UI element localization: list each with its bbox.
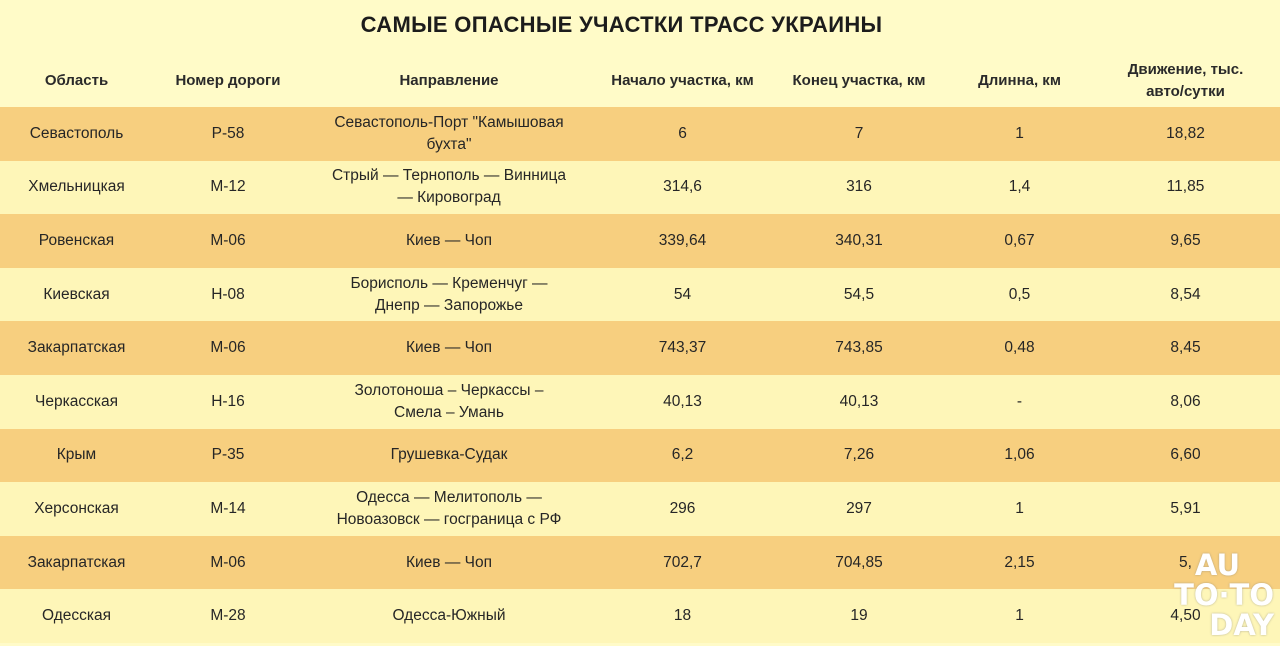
cell-length: 2,15: [1004, 553, 1035, 571]
cell-start: 40,13: [663, 392, 702, 410]
cell-length: 0,48: [1004, 339, 1035, 357]
cell-start: 702,7: [663, 553, 702, 571]
direction-line1: Золотоноша – Черкассы –: [354, 381, 544, 399]
cell-start: 18: [673, 607, 692, 625]
cell-road: М-06: [210, 231, 246, 249]
cell-traffic: 8,06: [1170, 392, 1201, 410]
direction-line1: Грушевка-Судак: [390, 446, 508, 464]
cell-road: Н-16: [211, 392, 245, 410]
cell-traffic: 9,65: [1170, 231, 1201, 249]
header-traffic-line2: авто/сутки: [1146, 82, 1225, 100]
cell-direction: [303, 161, 595, 215]
autoday-logo: [1164, 550, 1274, 642]
table-row: [0, 107, 1280, 161]
cell-road: М-06: [210, 339, 246, 357]
direction-line2: бухта": [426, 135, 472, 153]
cell-end: 19: [850, 607, 868, 625]
cell-region: Херсонская: [34, 499, 119, 517]
cell-region: Черкасская: [35, 392, 118, 410]
header-direction: Направление: [399, 71, 499, 89]
cell-start: 6,2: [671, 446, 694, 464]
cell-end: 7: [854, 124, 864, 142]
cell-road: Р-58: [211, 124, 245, 142]
header-road: Номер дороги: [175, 71, 281, 89]
cell-region: Хмельницкая: [28, 178, 125, 196]
cell-region: Крым: [56, 446, 97, 464]
cell-traffic: 8,45: [1170, 339, 1201, 357]
cell-traffic: 18,82: [1166, 124, 1205, 142]
logo-line3: DAY: [1209, 608, 1274, 642]
cell-end: 704,85: [835, 553, 883, 571]
header-start: Начало участка, км: [611, 71, 754, 89]
direction-line1: Стрый — Тернополь — Винница: [331, 167, 567, 185]
cell-length: 1: [1015, 124, 1024, 142]
cell-direction: [303, 589, 595, 643]
cell-direction: [303, 321, 595, 375]
cell-traffic: 8,54: [1170, 285, 1201, 303]
cell-direction: [303, 536, 595, 590]
cell-direction: [303, 375, 595, 429]
cell-length: 1: [1015, 607, 1024, 625]
table-row: [0, 268, 1280, 322]
table-row: [0, 482, 1280, 536]
table-row: [0, 375, 1280, 429]
cell-start: 339,64: [658, 231, 707, 249]
cell-end: 316: [846, 178, 872, 196]
cell-end: 297: [846, 499, 872, 517]
roads-table: [0, 54, 1280, 643]
cell-road: Р-35: [211, 446, 245, 464]
cell-road: М-06: [210, 553, 246, 571]
cell-end: 340,31: [835, 231, 883, 249]
cell-length: 0,67: [1004, 231, 1035, 249]
cell-length: 1,4: [1008, 178, 1031, 196]
direction-line1: Киев — Чоп: [406, 553, 492, 571]
header-end: Конец участка, км: [792, 71, 926, 89]
direction-line2: Смела – Умань: [394, 403, 504, 421]
cell-direction: [303, 482, 595, 536]
cell-length: 0,5: [1008, 285, 1031, 303]
cell-region: Закарпатская: [27, 339, 126, 357]
cell-traffic: 11,85: [1166, 178, 1205, 196]
cell-start: 743,37: [658, 339, 707, 357]
cell-region: Закарпатская: [27, 553, 126, 571]
table-row: [0, 214, 1280, 268]
header-length: Длинна, км: [978, 71, 1061, 89]
cell-direction: [303, 107, 595, 161]
direction-line2: — Кировоград: [397, 189, 501, 207]
cell-region: Ровенская: [38, 231, 115, 249]
cell-region: Киевская: [43, 285, 110, 303]
cell-traffic: 6,60: [1170, 446, 1201, 464]
cell-start: 314,6: [663, 178, 702, 196]
table-row: [0, 536, 1280, 590]
table-header-row: [0, 54, 1280, 107]
direction-line1: Киев — Чоп: [406, 231, 492, 249]
direction-line1: Киев — Чоп: [406, 339, 492, 357]
table-row: [0, 161, 1280, 215]
cell-direction: [303, 214, 595, 268]
cell-length: 1: [1015, 499, 1024, 517]
cell-start: 54: [673, 285, 692, 303]
cell-end: 7,26: [843, 446, 875, 464]
direction-line1: Одесса-Южный: [392, 607, 506, 625]
cell-traffic: 5,: [1179, 553, 1192, 571]
direction-line2: Днепр — Запорожье: [375, 296, 523, 314]
cell-road: Н-08: [211, 285, 245, 303]
cell-road: М-14: [210, 499, 246, 517]
header-traffic: [1091, 54, 1280, 107]
cell-end: 54,5: [843, 285, 875, 303]
logo-line1: AU: [1194, 548, 1240, 582]
table-row: [0, 321, 1280, 375]
header-region: Область: [44, 71, 109, 89]
cell-end: 743,85: [835, 339, 883, 357]
cell-direction: [303, 268, 595, 322]
cell-road: М-12: [210, 178, 246, 196]
cell-length: -: [1016, 392, 1023, 410]
table-row: [0, 589, 1280, 643]
cell-traffic: 4,50: [1170, 607, 1201, 625]
header-traffic-line1: Движение, тыс.: [1127, 60, 1244, 78]
direction-line2: Новоазовск — госграница с РФ: [336, 510, 562, 528]
cell-end: 40,13: [839, 392, 879, 410]
cell-region: Севастополь: [29, 124, 124, 142]
logo-line2: TO·TO: [1174, 578, 1274, 612]
direction-line1: Борисполь — Кременчуг —: [350, 274, 548, 292]
table-row: [0, 429, 1280, 483]
cell-road: М-28: [210, 607, 246, 625]
cell-traffic: 5,91: [1170, 499, 1201, 517]
direction-line1: Севастополь-Порт "Камышовая: [334, 113, 564, 131]
direction-line1: Одесса — Мелитополь —: [356, 488, 542, 506]
cell-length: 1,06: [1004, 446, 1035, 464]
cell-region: Одесская: [41, 607, 112, 625]
cell-direction: [303, 429, 595, 483]
cell-start: 6: [678, 124, 687, 142]
page-title: САМЫЕ ОПАСНЫЕ УЧАСТКИ ТРАСС УКРАИНЫ: [360, 12, 883, 37]
cell-start: 296: [669, 499, 696, 517]
